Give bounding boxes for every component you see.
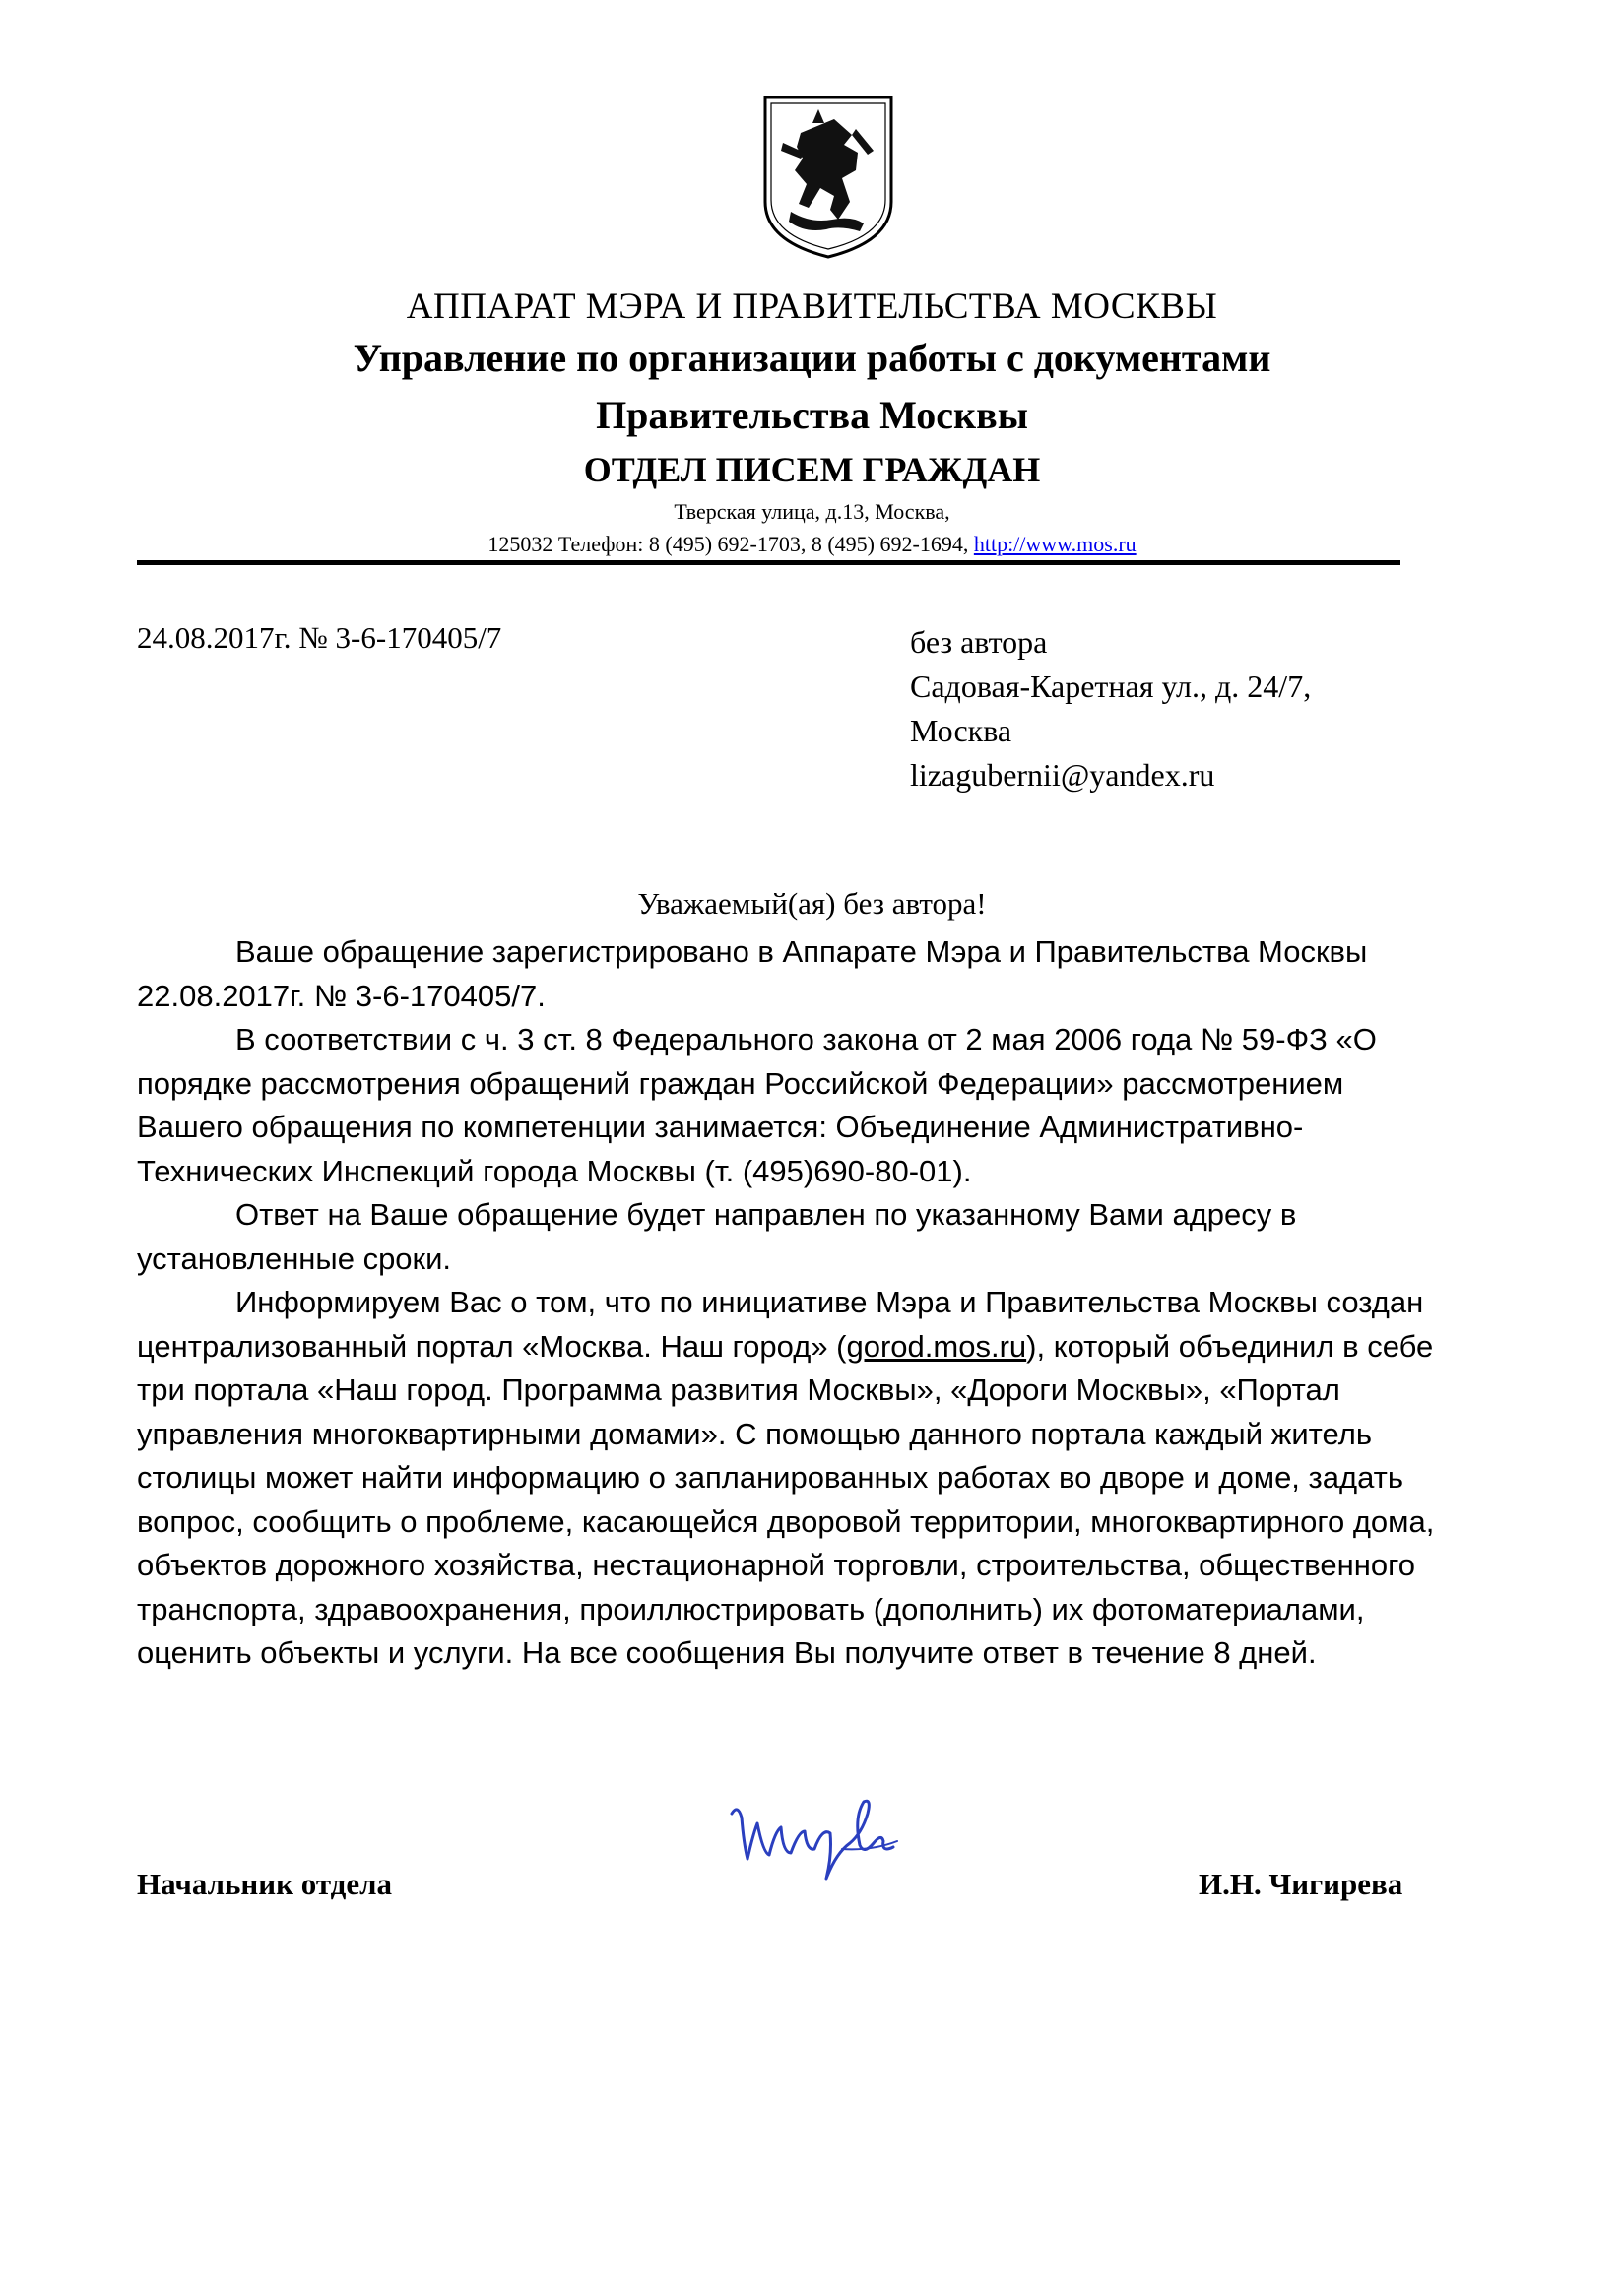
handwritten-signature [724, 1784, 955, 1892]
address-line: Тверская улица, д.13, Москва, [674, 499, 950, 524]
website-link[interactable]: http://www.mos.ru [973, 532, 1137, 556]
paragraph-competence: В соответствии с ч. 3 ст. 8 Федерального закона от 2 мая 2006 года № 59-ФЗ «О порядке рассмотрения обращений граждан Российской Федерации» рассмотрением Вашего обращения по компетенции занимается: Объединение Административно-Технических Инспекций города Москвы (т. (495)690-80-01). [137, 1022, 1377, 1188]
moscow-coat-of-arms-emblem [761, 94, 895, 261]
department-title: ОТДЕЛ ПИСЕМ ГРАЖДАН [583, 450, 1041, 489]
contact-line [0, 532, 1624, 557]
org-title-line1: АППАРАТ МЭРА И ПРАВИТЕЛЬСТВА МОСКВЫ [406, 287, 1218, 327]
recipient-block [910, 620, 1311, 797]
header-divider [137, 560, 1400, 565]
org-title-line2: Управление по организации работы с документами [353, 336, 1271, 380]
recipient-email: lizagubernii@yandex.ru [910, 757, 1215, 793]
letter-body [137, 930, 1457, 1676]
paragraph-registration: Ваше обращение зарегистрировано в Аппарате Мэра и Правительства Москвы 22.08.2017г. № 3-6-170405/7. [137, 934, 1368, 1013]
portal-text-after: ), который объединил в себе три портала «Наш город. Программа развития Москвы», «Дороги Москвы», «Портал управления многоквартирными домами». С помощью данного портала каждый житель столицы может найти информацию о запланированных работах во дворе и доме, задать вопрос, сообщить о проблеме, касающейся дворовой территории, многоквартирного дома, объектов дорожного хозяйства, нестационарной торговли, строительства, общественного транспорта, здравоохранения, проиллюстрировать (дополнить) их фотоматериалами, оценить объекты и услуги. На все сообщения Вы получите ответ в течение 8 дней. [137, 1328, 1435, 1670]
recipient-street: Садовая-Каретная ул., д. 24/7, [910, 669, 1312, 704]
signer-role: Начальник отдела [137, 1867, 392, 1901]
portal-link[interactable]: gorod.mos.ru [846, 1328, 1027, 1364]
letter-date-number: 24.08.2017г. № 3-6-170405/7 [137, 620, 502, 655]
phone-text: 125032 Телефон: 8 (495) 692-1703, 8 (495) 692-1694, [487, 532, 974, 556]
recipient-name: без автора [910, 624, 1048, 660]
paragraph-portal [137, 1281, 1457, 1676]
signer-name: И.Н. Чигирева [1199, 1867, 1403, 1901]
org-title-line3: Правительства Москвы [596, 393, 1028, 437]
recipient-city: Москва [910, 713, 1012, 748]
greeting: Уважаемый(ая) без автора! [637, 886, 987, 921]
paragraph-response: Ответ на Ваше обращение будет направлен по указанному Вами адресу в установленные сроки. [137, 1197, 1297, 1276]
portal-text-before: Информируем Вас о том, что по инициативе Мэра и Правительства Москвы создан централизованный портал «Москва. Наш город» ( [137, 1285, 1424, 1364]
